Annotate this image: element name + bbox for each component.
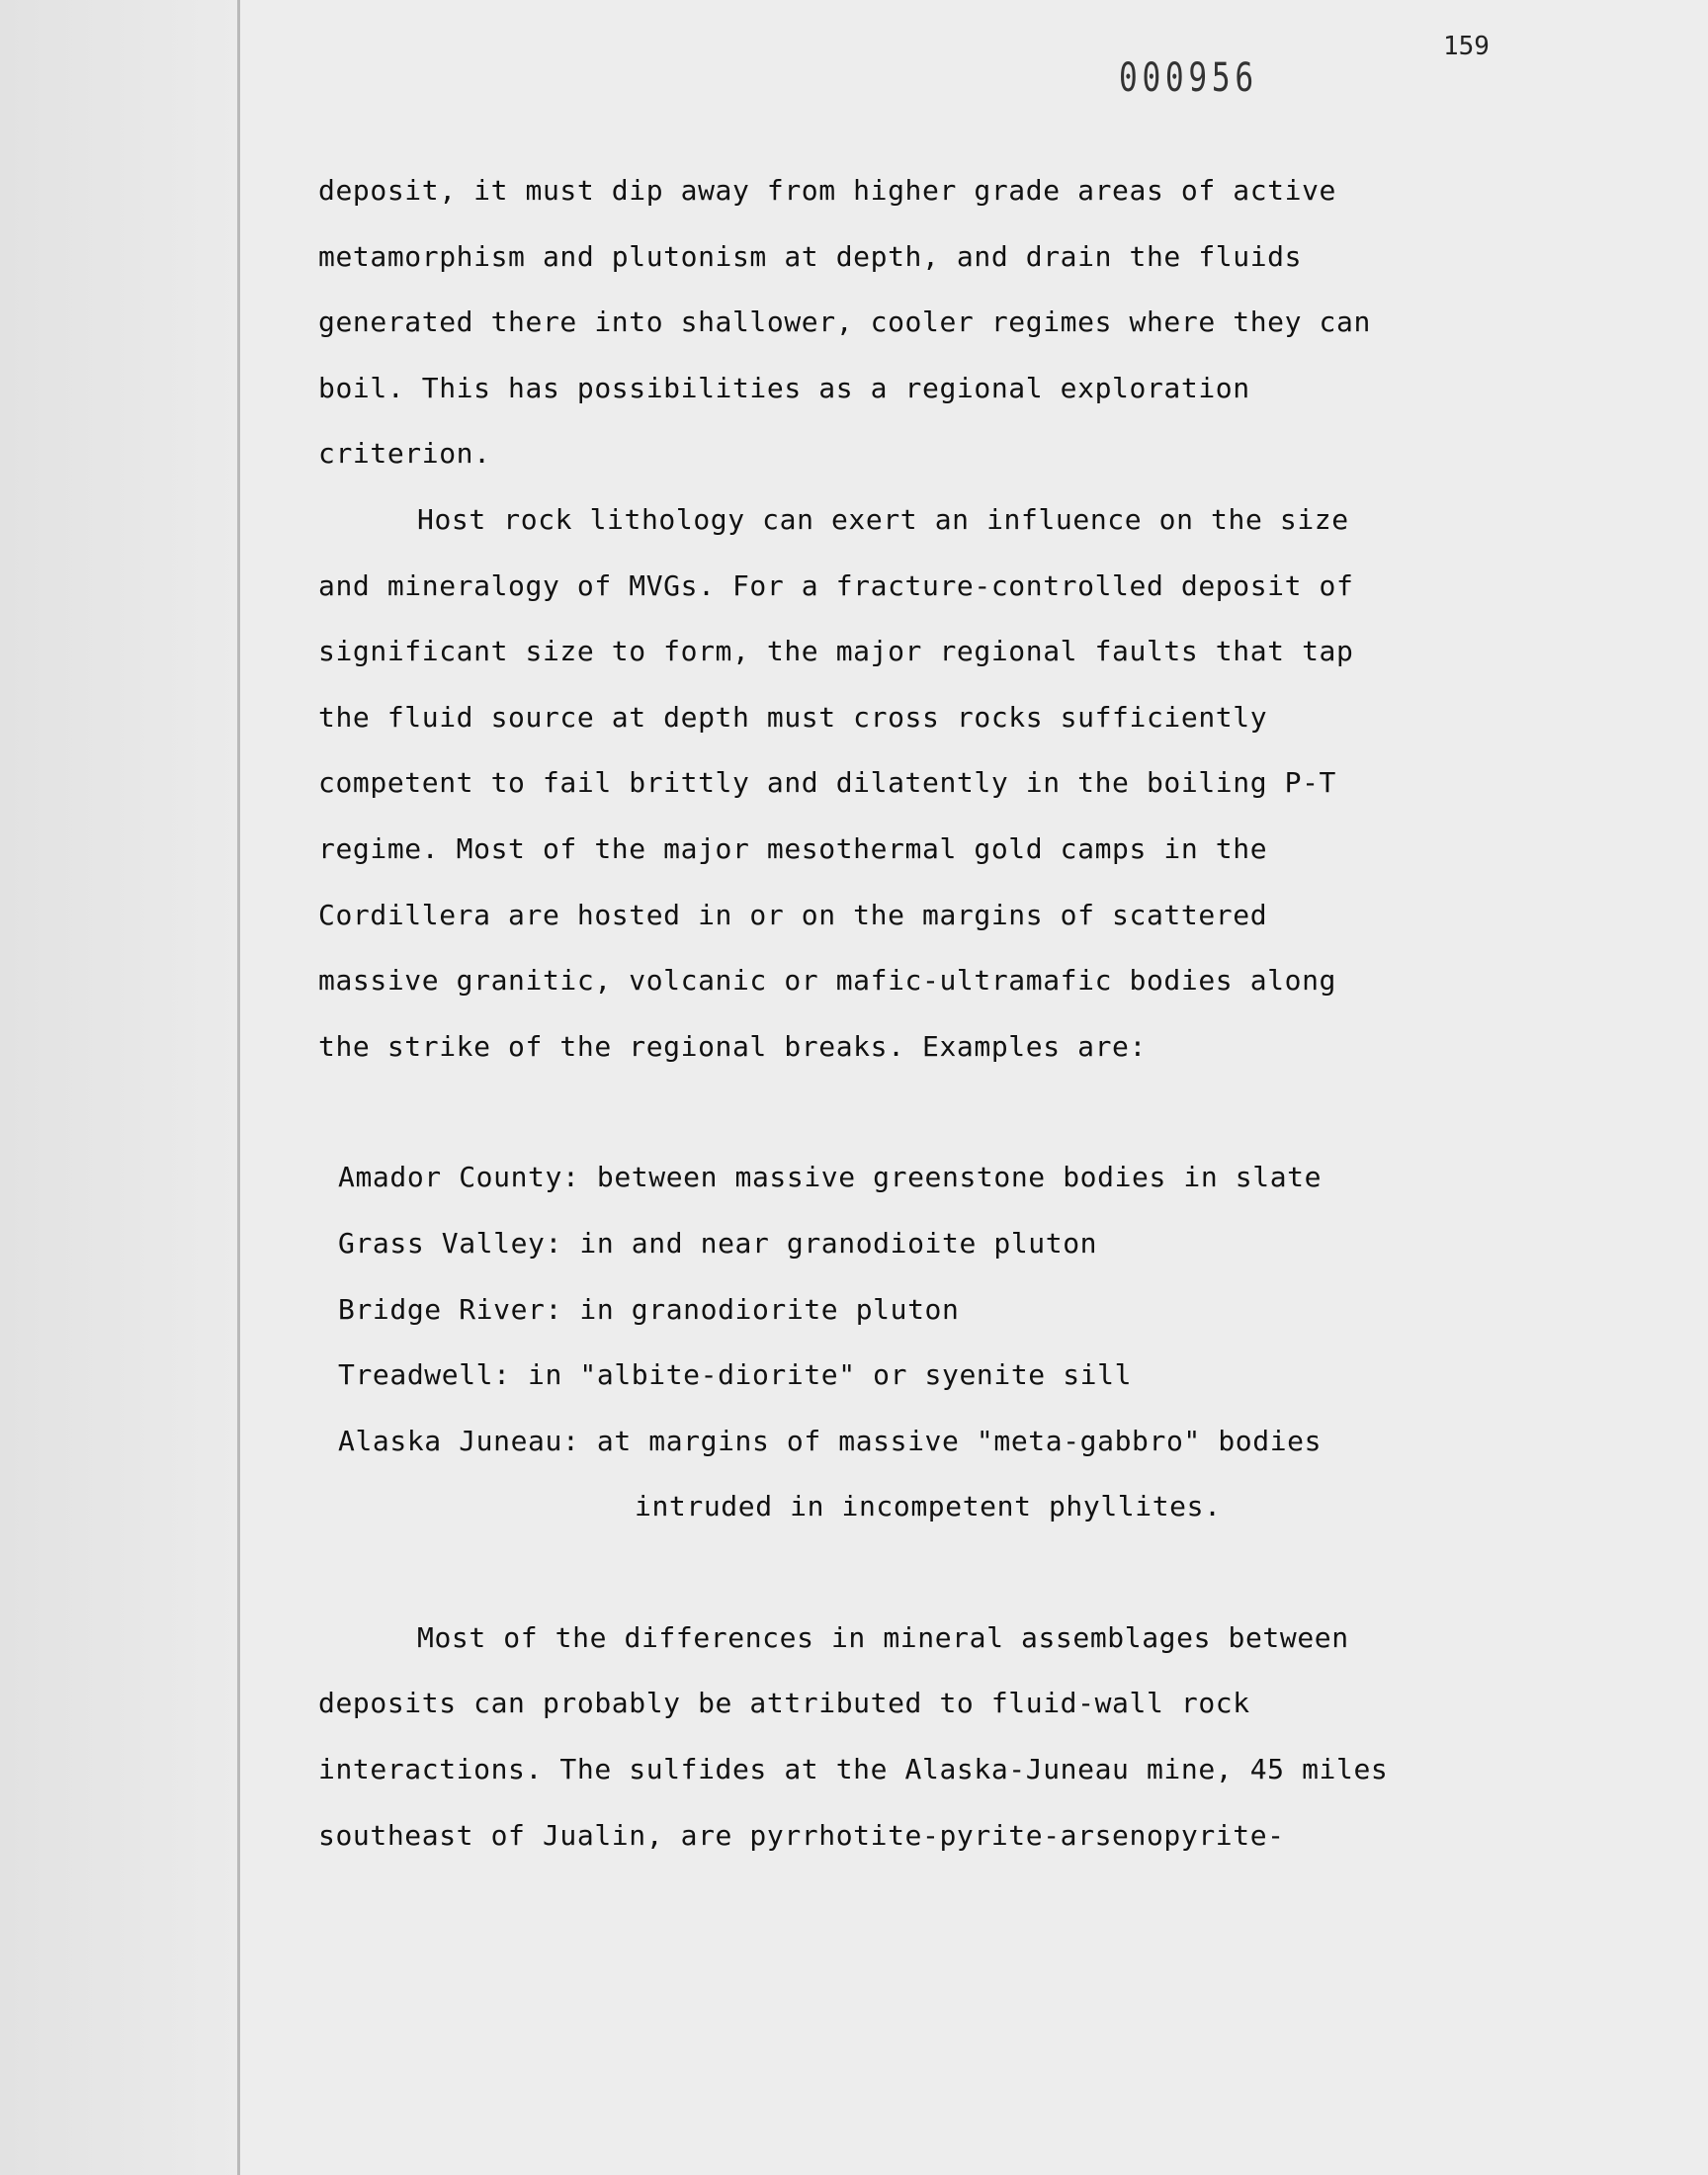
- list-item: Grass Valley: in and near granodioite pluton: [338, 1226, 1098, 1260]
- text-line: deposits can probably be attributed to fluid-wall rock: [318, 1687, 1250, 1720]
- text-line: southeast of Jualin, are pyrrhotite-pyrite-arsenopyrite-: [318, 1818, 1285, 1852]
- examples-list: [318, 1145, 1603, 1540]
- text-line: Cordillera are hosted in or on the margins of scattered: [318, 898, 1268, 931]
- text-line: massive granitic, volcanic or mafic-ultramafic bodies along: [318, 964, 1336, 998]
- text-line: significant size to form, the major regional faults that tap: [318, 635, 1354, 668]
- list-item: Treadwell: in "albite-diorite" or syenite sill: [338, 1358, 1133, 1392]
- paragraph-1: [318, 158, 1603, 487]
- text-line: the strike of the regional breaks. Examples are:: [318, 1029, 1147, 1063]
- text-line: deposit, it must dip away from higher grade areas of active: [318, 174, 1336, 207]
- list-item: Alaska Juneau: at margins of massive "meta-gabbro" bodies: [338, 1424, 1323, 1457]
- list-item: Amador County: between massive greenstone bodies in slate: [338, 1161, 1323, 1194]
- text-line: interactions. The sulfides at the Alaska-Juneau mine, 45 miles: [318, 1753, 1389, 1786]
- list-item: Bridge River: in granodiorite pluton: [338, 1292, 960, 1326]
- text-line: the fluid source at depth must cross rocks sufficiently: [318, 700, 1268, 734]
- spacer: [318, 1540, 1603, 1606]
- binding-edge-line: [237, 0, 240, 2175]
- spacer: [318, 1080, 1603, 1145]
- text-line: competent to fail brittly and dilatently in the boiling P-T: [318, 766, 1336, 800]
- page-number: 159: [1443, 32, 1490, 61]
- text-line: and mineralogy of MVGs. For a fracture-controlled deposit of: [318, 568, 1354, 602]
- text-line: criterion.: [318, 437, 491, 471]
- scan-margin: [0, 0, 237, 2175]
- body-text: [318, 158, 1603, 1869]
- paragraph-3: [318, 1606, 1603, 1869]
- document-stamp-number: 000956: [1119, 55, 1258, 101]
- text-line: regime. Most of the major mesothermal gold camps in the: [318, 831, 1268, 865]
- text-line: metamorphism and plutonism at depth, and drain the fluids: [318, 239, 1303, 273]
- paragraph-2: [318, 487, 1603, 1080]
- list-item-continuation: intruded in incompetent phyllites.: [635, 1490, 1222, 1523]
- text-line: generated there into shallower, cooler regimes where they can: [318, 305, 1371, 339]
- text-line: boil. This has possibilities as a regional exploration: [318, 371, 1250, 404]
- text-line: Most of the differences in mineral assemblages between: [417, 1620, 1349, 1654]
- text-line: Host rock lithology can exert an influence on the size: [417, 502, 1349, 536]
